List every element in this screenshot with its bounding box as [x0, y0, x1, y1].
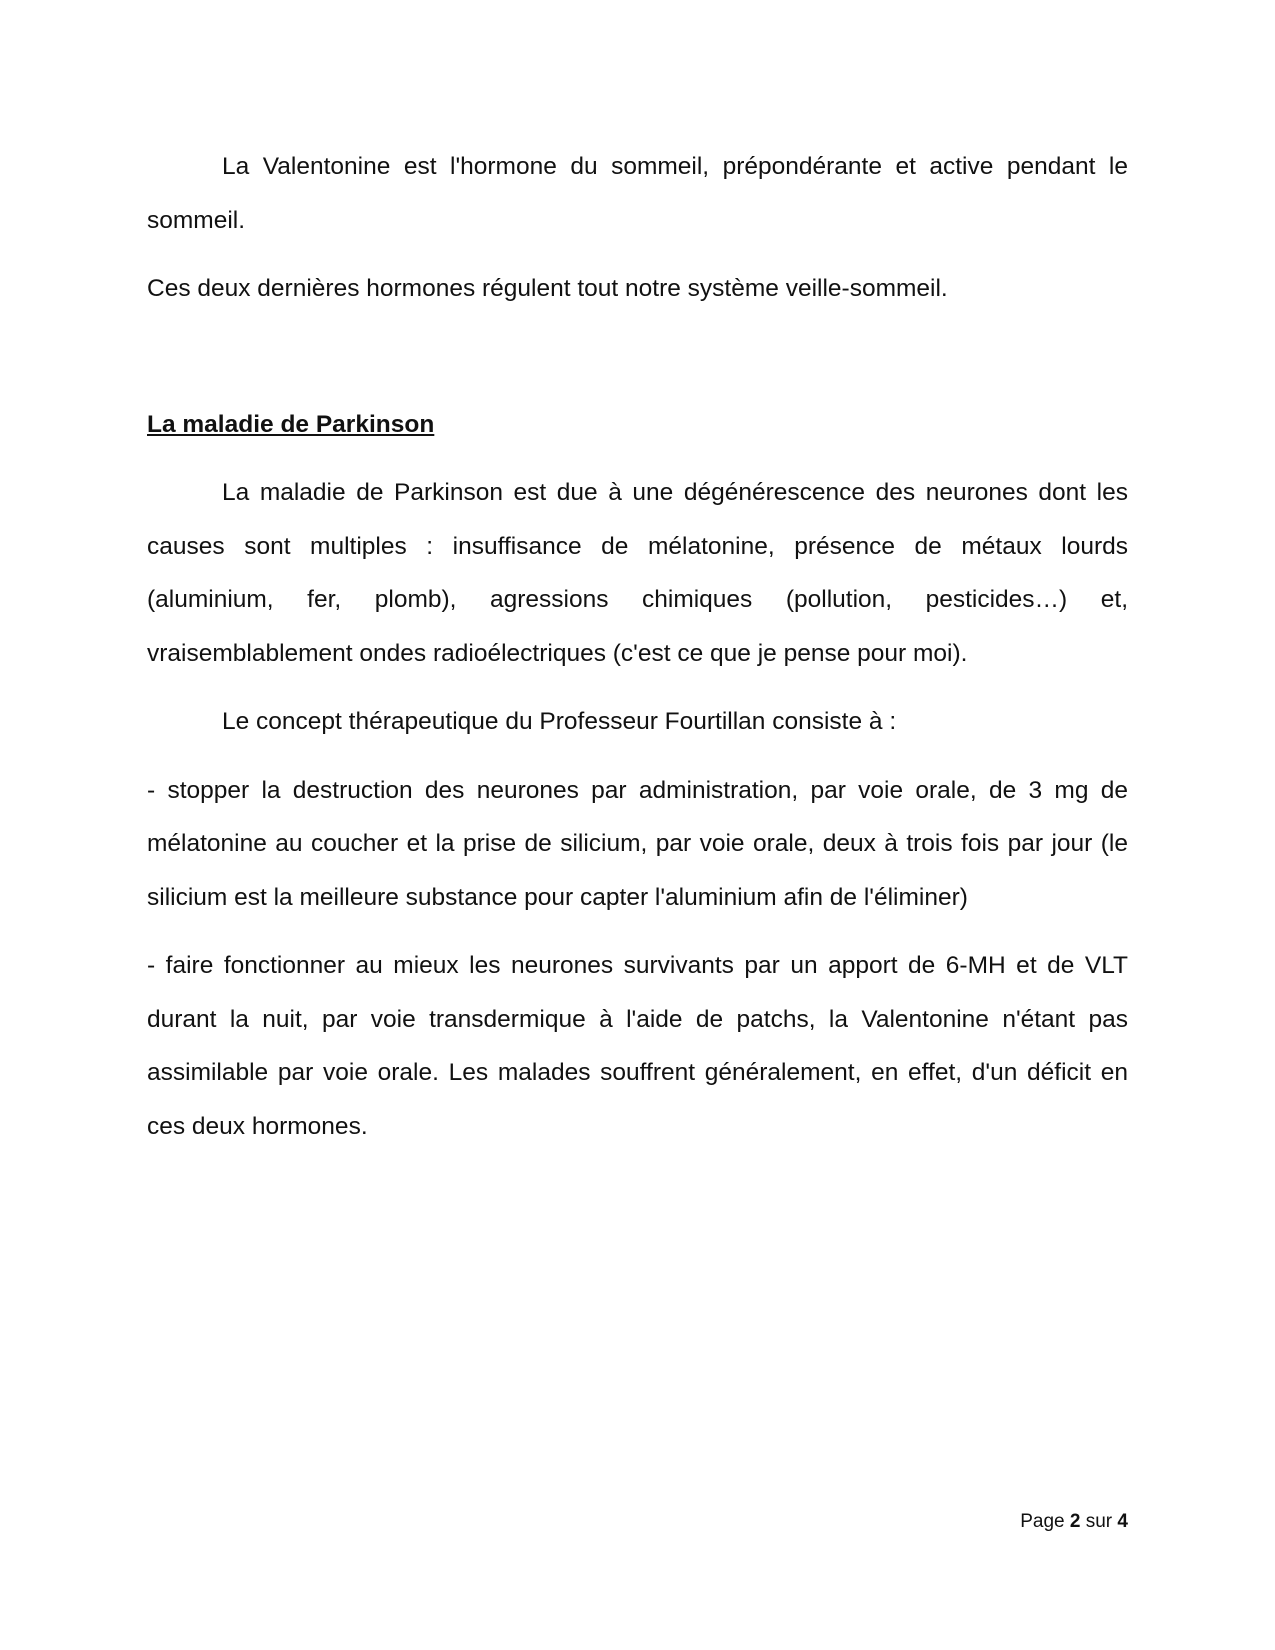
section-heading: La maladie de Parkinson: [147, 410, 435, 438]
section-paragraph-1: La maladie de Parkinson est due à une dégénérescence des neurones dont les causes sont multiples : insuffisance de mélatonine, présence de métaux lourds (aluminium, fer, plomb), agressions chimiques (pollution, pesticides…) et, vraisemblablement ondes radioélectriques (c'est ce que je pense pour moi).: [147, 479, 1128, 667]
list-item-2: - faire fonctionner au mieux les neurones survivants par un apport de 6-MH et de VLT durant la nuit, par voie transdermique à l'aide de patchs, la Valentonine n'étant pas assimilable par voie orale. Les malades souffrent généralement, en effet, d'un déficit en ces deux hormones.: [147, 952, 1128, 1140]
intro-paragraph-1: La Valentonine est l'hormone du sommeil, prépondérante et active pendant le sommeil.: [147, 153, 1128, 234]
page-current: 2: [1069, 1511, 1081, 1532]
page-separator: sur: [1085, 1511, 1113, 1532]
document-body: [147, 140, 1128, 1153]
section-paragraph-2: Le concept thérapeutique du Professeur Fourtillan consiste à :: [222, 708, 897, 735]
intro-paragraph-2: Ces deux dernières hormones régulent tout notre système veille-sommeil.: [147, 275, 948, 302]
page-label: Page: [1020, 1511, 1065, 1532]
page-number-footer: [1020, 1510, 1128, 1534]
page-total: 4: [1117, 1511, 1128, 1532]
list-item-1: - stopper la destruction des neurones par administration, par voie orale, de 3 mg de mélatonine au coucher et la prise de silicium, par voie orale, deux à trois fois par jour (le silicium est la meilleure substance pour capter l'aluminium afin de l'éliminer): [147, 776, 1128, 911]
